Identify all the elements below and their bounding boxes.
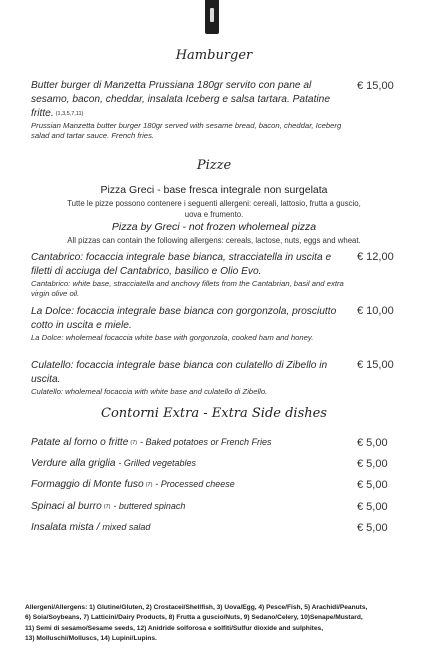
item-description-en: Cantabrico: white base, stracciatella and anchovy fillets from the Cantabrian, basil and extra virgin olive oil. (31, 279, 344, 298)
allergen-legend (25, 603, 410, 644)
item-price: € 15,00 (357, 359, 394, 371)
allergen-legend-line: 6) Soia/Soybeans, 7) Latticini/Dairy Products, 8) Frutta a guscio/Nuts, 9) Sedano/Celery, 10)Senape/Mustard, (25, 614, 363, 622)
menu-item-pizza (31, 305, 351, 343)
allergen-codes: (1,3,5,7,11) (55, 111, 84, 117)
item-description-it: Cantabrico: focaccia integrale base bianca, stracciatella in uscita e filetti di acciuga del Cantabrico, basilico e Olio Evo. (31, 252, 332, 277)
section-title-contorni: Contorni Extra - Extra Side dishes (101, 406, 327, 421)
side-dish-item: Verdure alla griglia - Grilled vegetables (31, 458, 196, 469)
menu-item-pizza (31, 251, 351, 299)
item-price: € 12,00 (357, 251, 394, 263)
side-dish-en: - buttered spinach (113, 501, 186, 511)
top-ribbon (205, 0, 219, 34)
item-description-en: Prussian Manzetta butter burger 180gr served with sesame bread, bacon, cheddar, Iceberg salad and tartar sauce. French fries. (31, 121, 342, 140)
menu-item-hamburger (31, 79, 351, 141)
side-dish-item: Spinaci al burro (7) - buttered spinach (31, 501, 186, 512)
allergen-codes: (7) (145, 482, 153, 488)
item-description-en: La Dolce: wholemeal focaccia white base with gorgonzola, cooked ham and honey. (31, 333, 314, 342)
side-dish-en: - Baked potatoes or French Fries (139, 437, 272, 447)
item-price: € 10,00 (357, 305, 394, 317)
item-description-it: La Dolce: focaccia integrale base bianca con gorgonzola, prosciutto cotto in uscita e miele. (31, 306, 337, 331)
allergen-codes: (7) (130, 440, 138, 446)
side-dish-en: - Processed cheese (155, 479, 235, 489)
side-dish-item: Insalata mista / mixed salad (31, 522, 151, 533)
side-dish-en: mixed salad (102, 522, 151, 532)
menu-item-pizza (31, 359, 351, 397)
section-title-pizze: Pizze (196, 158, 232, 173)
pizza-allergens-it: Tutte le pizze possono contenere i seguenti allergeni: cereali, lattosio, frutta a guscio, uova e frumento. (67, 199, 361, 219)
item-price: € 5,00 (357, 437, 388, 449)
allergen-codes: (7) (103, 504, 111, 510)
item-price: € 5,00 (357, 479, 388, 491)
allergen-legend-line: 11) Semi di sesamo/Sesame seeds, 12) Anidride solforosa e solfiti/Sulfur dioxide and sulphites, (25, 624, 324, 632)
allergen-legend-line: Allergeni/Allergens: 1) Glutine/Gluten, 2) Crostacei/Shellfish, 3) Uova/Egg, 4) Pesce/Fish, 5) Arachidi/Peanuts, (25, 604, 368, 611)
item-description-it: Butter burger di Manzetta Prussiana 180gr servito con pane al sesamo, bacon, cheddar, insalata Iceberg e salsa tartara. Patatine fritte. (1,3,5,7,11) (31, 80, 331, 119)
item-description-en: Culatello: wholemeal focaccia with white base and culatello di Zibello. (31, 387, 268, 396)
pizza-intro-title-en: Pizza by Greci - not frozen wholemeal pizza (111, 221, 317, 233)
ribbon-mark (210, 8, 214, 22)
side-dish-item: Formaggio di Monte fuso (7) - Processed cheese (31, 479, 235, 490)
side-dish-item: Patate al forno o fritte (7) - Baked potatoes or French Fries (31, 437, 272, 448)
pizza-intro-title-it: Pizza Greci - base fresca integrale non surgelata (100, 184, 328, 196)
pizza-allergens-en: All pizzas can contain the following allergens: cereals, lactose, nuts, eggs and wheat. (67, 236, 361, 245)
allergen-legend-line: 13) Molluschi/Molluscs, 14) Lupini/Lupins. (25, 634, 157, 642)
side-dish-en: - Grilled vegetables (118, 458, 196, 468)
item-price: € 15,00 (357, 80, 394, 92)
item-price: € 5,00 (357, 522, 388, 534)
section-title-hamburger: Hamburger (175, 48, 253, 63)
item-price: € 5,00 (357, 458, 388, 470)
item-price: € 5,00 (357, 501, 388, 513)
item-description-it: Culatello: focaccia integrale base bianca con culatello di Zibello in uscita. (31, 360, 328, 385)
